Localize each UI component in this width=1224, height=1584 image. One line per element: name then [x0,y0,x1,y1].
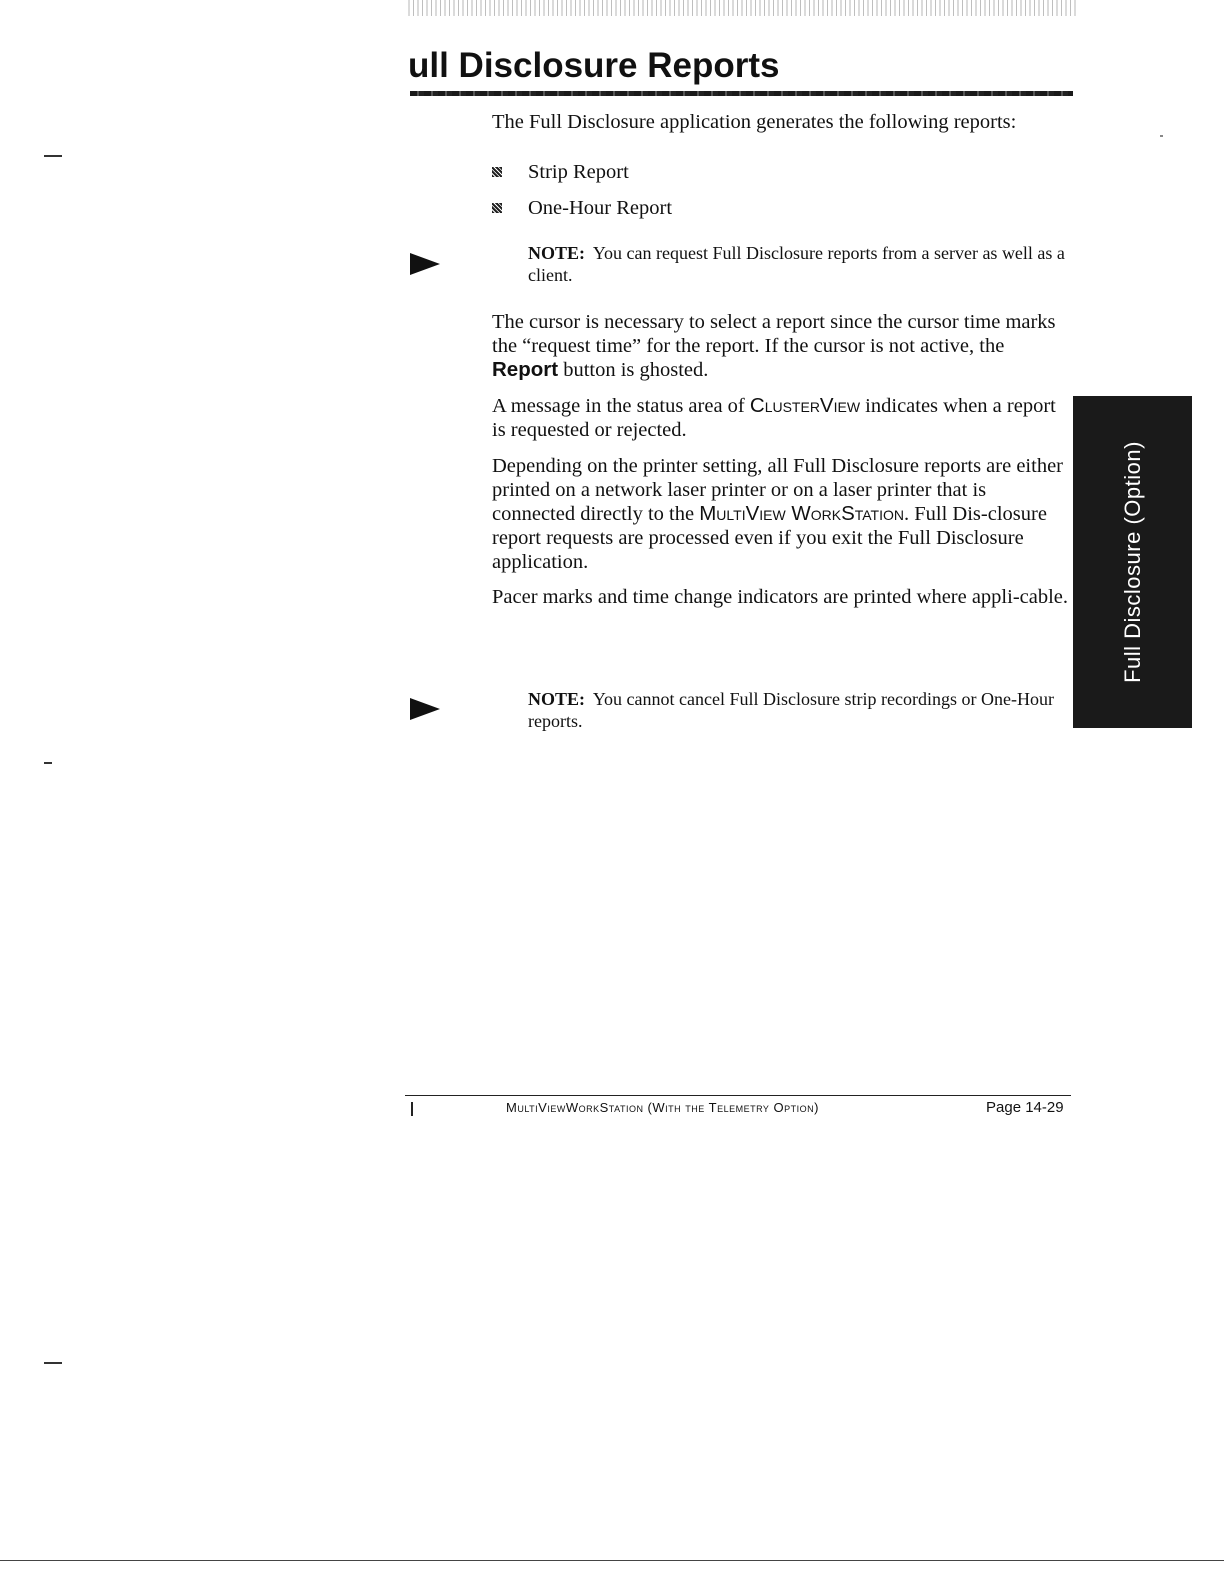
margin-mark [1160,135,1163,137]
footer-rule [405,1095,1071,1096]
scan-noise-strip [408,0,1076,16]
footer-left-mark [411,1102,413,1116]
note-label: NOTE: [528,243,586,263]
margin-mark [44,762,52,764]
note-text: You can request Full Disclosure reports from a server as well as a client. [528,243,1065,285]
product-name: MultiView WorkStation [699,502,905,525]
note-label: NOTE: [528,689,586,709]
status-area-paragraph [492,394,1072,442]
chapter-tab [1073,396,1192,728]
margin-mark [44,155,62,157]
intro-paragraph: The Full Disclosure application generates the following reports: [492,111,1017,133]
paragraph-text: . Full Dis-closure report requests are processed even if you exit the Full Disclosure application. [492,503,1047,573]
paragraph-text: button is ghosted. [558,359,709,381]
page-title: ull Disclosure Reports [408,46,780,85]
list-item-label: Strip Report [528,161,629,183]
printer-paragraph [492,454,1072,574]
paragraph-text: The cursor is necessary to select a report since the cursor time marks the “request time” for the report. If the cursor is not active, the [492,311,1056,357]
title-underline [410,91,1073,96]
note-arrow-icon [410,253,440,275]
footer-title: MultiViewWorkStation (With the Telemetry Option) [506,1100,819,1115]
page-bottom-edge [0,1560,1224,1561]
chapter-tab-label: Full Disclosure (Option) [1119,441,1145,683]
note-text: You cannot cancel Full Disclosure strip recordings or One-Hour reports. [528,689,1054,731]
report-button-reference: Report [492,358,559,381]
paragraph-text: A message in the status area of [492,395,750,417]
cursor-paragraph [492,310,1072,382]
pacer-marks-paragraph: Pacer marks and time change indicators are printed where appli-cable. [492,586,1069,608]
square-bullet-icon [492,203,502,213]
paragraph-text: indicates when a report is requested or rejected. [492,395,1056,441]
product-name: ClusterView [749,394,861,417]
margin-mark [44,1362,62,1364]
page-number: Page 14-29 [986,1099,1064,1116]
paragraph-text: Depending on the printer setting, all Full Disclosure reports are either printed on a network laser printer or on a laser printer that is connected directly to the [492,455,1063,525]
note-arrow-icon [410,698,440,720]
list-item-label: One-Hour Report [528,197,673,219]
square-bullet-icon [492,167,502,177]
note-cancel [528,688,1068,732]
note-server-client [528,242,1068,286]
